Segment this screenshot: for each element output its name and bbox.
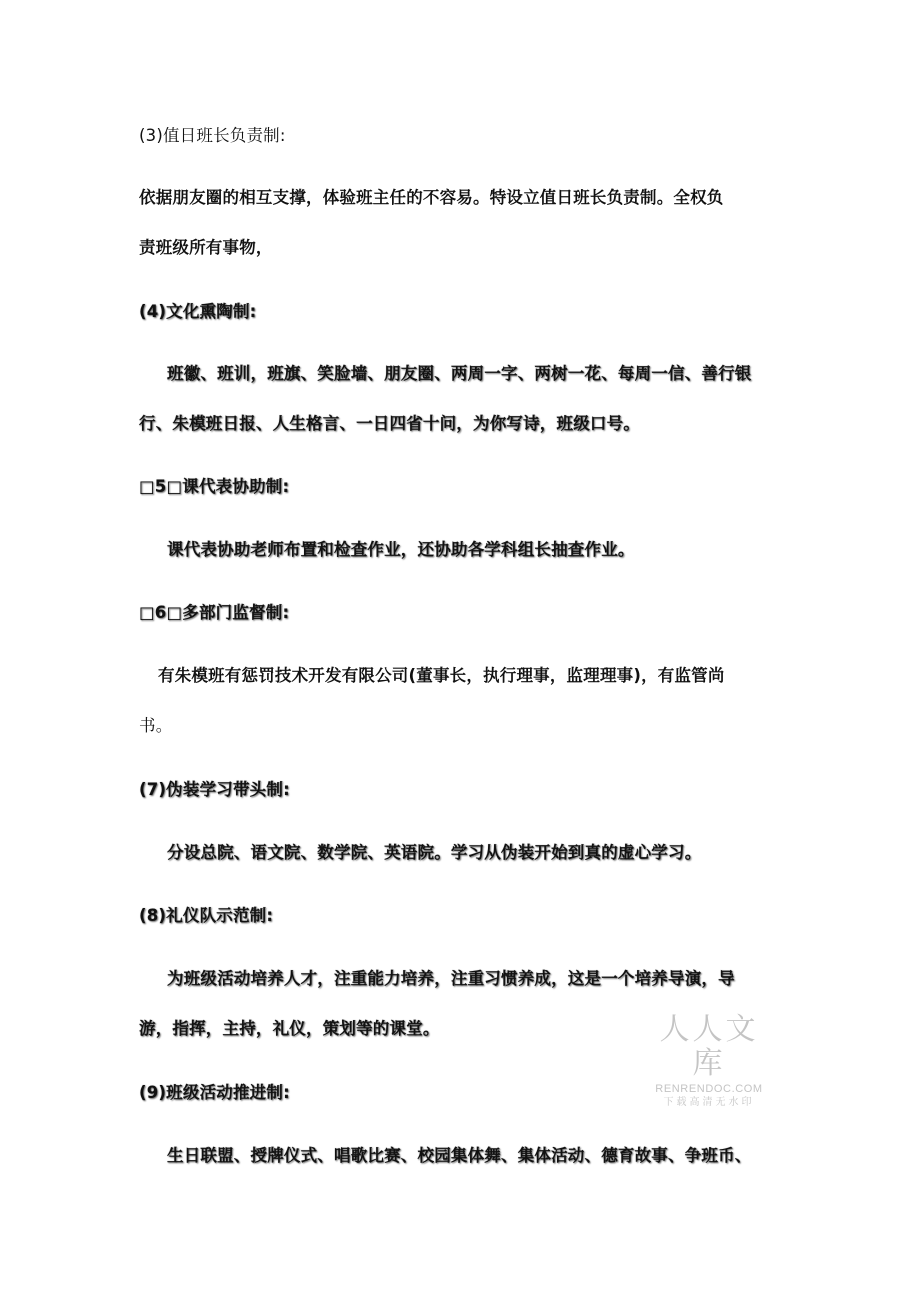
watermark-title: 人人文库: [659, 1012, 759, 1081]
paragraph-line: 分设总院、语文院、数学院、英语院。学习从伪装开始到真的虚心学习。: [167, 843, 702, 862]
paragraph-line: 书。: [139, 716, 173, 735]
paragraph-line: 生日联盟、授牌仪式、唱歌比赛、校园集体舞、集体活动、德育故事、争班币、: [167, 1146, 752, 1165]
watermark-subtitle: 下载高清无水印: [663, 1097, 755, 1108]
section-heading-8: (8)礼仪队示范制:: [139, 906, 274, 925]
paragraph-line: 依据朋友圈的相互支撑，体验班主任的不容易。特设立值日班长负责制。全权负: [139, 188, 724, 207]
paragraph-line: 有朱模班有惩罚技术开发有限公司(董事长，执行理事，监理理事)，有监管尚: [158, 666, 725, 685]
section-heading-9: (9)班级活动推进制:: [139, 1083, 290, 1102]
paragraph-line: 课代表协助老师布置和检查作业，还协助各学科组长抽查作业。: [167, 540, 635, 559]
paragraph-line: 游，指挥，主持，礼仪，策划等的课堂。: [139, 1019, 440, 1038]
section-heading-7: (7)伪装学习带头制:: [139, 780, 290, 799]
watermark: [645, 1013, 773, 1110]
section-heading-3: (3)值日班长负责制:: [139, 126, 286, 145]
watermark-url: RENRENDOC.COM: [655, 1083, 763, 1095]
paragraph-line: 班徽、班训，班旗、笑脸墙、朋友圈、两周一字、两树一花、每周一信、善行银: [167, 364, 752, 383]
paragraph-line: 行、朱模班日报、人生格言、一日四省十问，为你写诗，班级口号。: [139, 414, 640, 433]
section-heading-6: □6□多部门监督制:: [139, 603, 290, 622]
section-heading-5: □5□课代表协助制:: [139, 477, 290, 496]
paragraph-line: 为班级活动培养人才，注重能力培养，注重习惯养成，这是一个培养导演，导: [167, 969, 735, 988]
section-heading-4: (4)文化熏陶制:: [139, 302, 257, 321]
paragraph-line: 责班级所有事物，: [139, 238, 273, 257]
